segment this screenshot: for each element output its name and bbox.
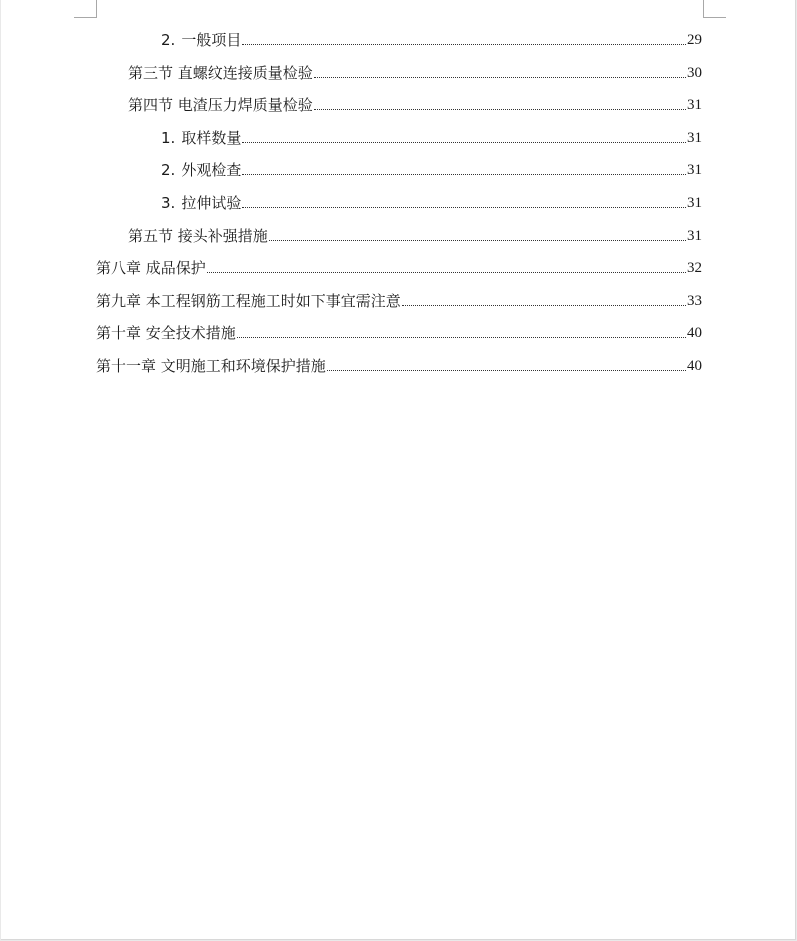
toc-dot-leader xyxy=(237,336,686,338)
toc-entry-number: 2. xyxy=(161,31,176,49)
toc-entry[interactable] xyxy=(161,18,702,50)
toc-entry[interactable] xyxy=(128,83,702,115)
toc-dot-leader xyxy=(327,369,686,371)
toc-entry-title: 第三节 直螺纹连接质量检验 xyxy=(128,63,313,82)
toc-entry-title: 第五节 接头补强措施 xyxy=(128,226,268,245)
toc-dot-leader xyxy=(242,141,686,143)
toc-dot-leader xyxy=(402,304,686,306)
toc-entry[interactable] xyxy=(96,344,702,376)
margin-corner-mark-right xyxy=(703,0,726,18)
toc-page-number: 31 xyxy=(687,227,702,244)
document-page xyxy=(1,0,796,940)
toc-entry[interactable] xyxy=(96,246,702,278)
toc-entry[interactable] xyxy=(96,279,702,311)
toc-page-number: 31 xyxy=(687,162,702,179)
toc-dot-leader xyxy=(314,76,686,78)
toc-dot-leader xyxy=(207,271,686,273)
toc-entry-number: 2. xyxy=(161,161,176,180)
toc-page-number: 31 xyxy=(687,195,702,211)
toc-page-number: 31 xyxy=(687,97,702,114)
toc-page-number: 40 xyxy=(687,358,702,374)
toc-entry-title: 第九章 本工程钢筋工程施工时如下事宜需注意 xyxy=(96,291,401,310)
toc-dot-leader xyxy=(242,173,686,175)
toc-entry-title: 第十章 安全技术措施 xyxy=(96,324,236,343)
toc-page-number: 32 xyxy=(687,260,702,277)
toc-entry-number: 3. xyxy=(161,194,176,212)
toc-entry[interactable] xyxy=(96,311,702,343)
toc-page-number: 31 xyxy=(687,129,702,146)
toc-entry-number: 1. xyxy=(161,128,176,147)
toc-dot-leader xyxy=(314,108,686,110)
toc-entry-title: 第四节 电渣压力焊质量检验 xyxy=(128,96,313,115)
margin-corner-mark-left xyxy=(74,0,97,18)
toc-entry[interactable] xyxy=(161,148,702,180)
toc-entry-title: 取样数量 xyxy=(181,128,242,147)
toc-entry-title: 一般项目 xyxy=(181,31,242,49)
toc-dot-leader xyxy=(269,239,686,241)
toc-dot-leader xyxy=(242,206,686,208)
toc-entry[interactable] xyxy=(161,181,702,213)
toc-dot-leader xyxy=(242,43,686,45)
toc-entry-title: 外观检查 xyxy=(181,161,242,180)
toc-page-number: 33 xyxy=(687,292,702,309)
toc-page-number: 40 xyxy=(687,325,702,342)
toc-entry-title: 第八章 成品保护 xyxy=(96,259,206,278)
toc-page-number: 29 xyxy=(687,32,702,48)
toc-entry[interactable] xyxy=(128,214,702,246)
toc-entry[interactable] xyxy=(128,51,702,83)
toc-page-number: 30 xyxy=(687,64,702,81)
toc-entry-title: 第十一章 文明施工和环境保护措施 xyxy=(96,357,326,375)
toc-entry-title: 拉伸试验 xyxy=(181,194,242,212)
toc-entry[interactable] xyxy=(161,116,702,148)
